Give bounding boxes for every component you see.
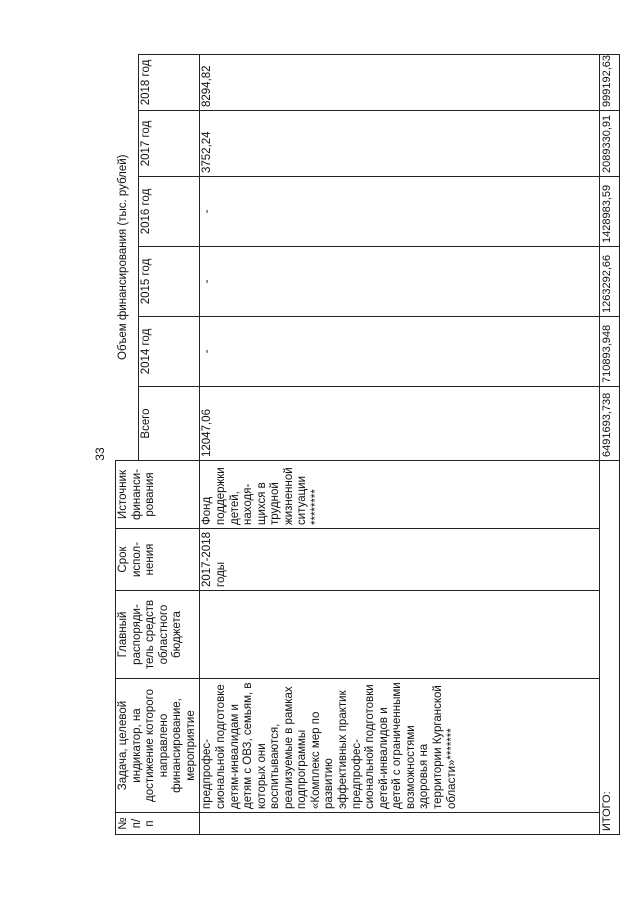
header-2014: 2014 год (139, 317, 200, 387)
header-2018: 2018 год (139, 54, 200, 110)
financing-table-frame (115, 55, 615, 835)
header-2016: 2016 год (139, 177, 200, 247)
header-row-top (116, 54, 139, 834)
header-deadline: Срок испол-нения (116, 529, 200, 591)
cell-manager (200, 591, 600, 679)
cell-2015: - (200, 247, 600, 317)
totals-label: ИТОГО: (600, 461, 620, 835)
totals-2017: 2089330,91 (600, 111, 620, 177)
cell-2014: - (200, 317, 600, 387)
header-task: Задача, целевой индикатор, на достижение которого направлено финансирование, мероприятие (116, 679, 200, 813)
cell-2016: - (200, 177, 600, 247)
totals-2015: 1263292,66 (600, 247, 620, 317)
cell-total: 12047,06 (200, 387, 600, 461)
financing-table (115, 54, 620, 835)
header-manager: Главный распоряди-тель средств областного бюджета (116, 591, 200, 679)
table-row (200, 54, 600, 834)
cell-source: Фонд поддержки детей, находя-щихся в трудной жизненной ситуации ******** (200, 461, 600, 529)
totals-2018: 999192,63 (600, 54, 620, 110)
cell-2018: 8294,82 (200, 54, 600, 110)
header-2017: 2017 год (139, 111, 200, 177)
header-source: Источник финанси-рования (116, 461, 200, 529)
header-2015: 2015 год (139, 247, 200, 317)
totals-2016: 1428983,59 (600, 177, 620, 247)
page-number: 33 (93, 447, 107, 461)
totals-row (600, 54, 620, 834)
header-num: № п/п (116, 813, 200, 835)
header-volume: Объем финансирования (тыс. рублей) (116, 54, 139, 460)
cell-deadline: 2017-2018 годы (200, 529, 600, 591)
cell-2017: 3752,24 (200, 111, 600, 177)
cell-num (200, 813, 600, 835)
totals-total: 6491693,738 (600, 387, 620, 461)
cell-task: предпрофес-сиональной подготовке детям-инвалидам и детям с ОВЗ, семьям, в которых они воспитываются, реализуемые в рамках подпрограммы «Комплекс мер по развитию эффективных практик предпрофес-сиональной подготовки детей-инвалидов и детей с ограниченными возможностями здоровья на территории Курганской области»******* (200, 679, 600, 813)
header-total: Всего (139, 387, 200, 461)
totals-2014: 710893,948 (600, 317, 620, 387)
